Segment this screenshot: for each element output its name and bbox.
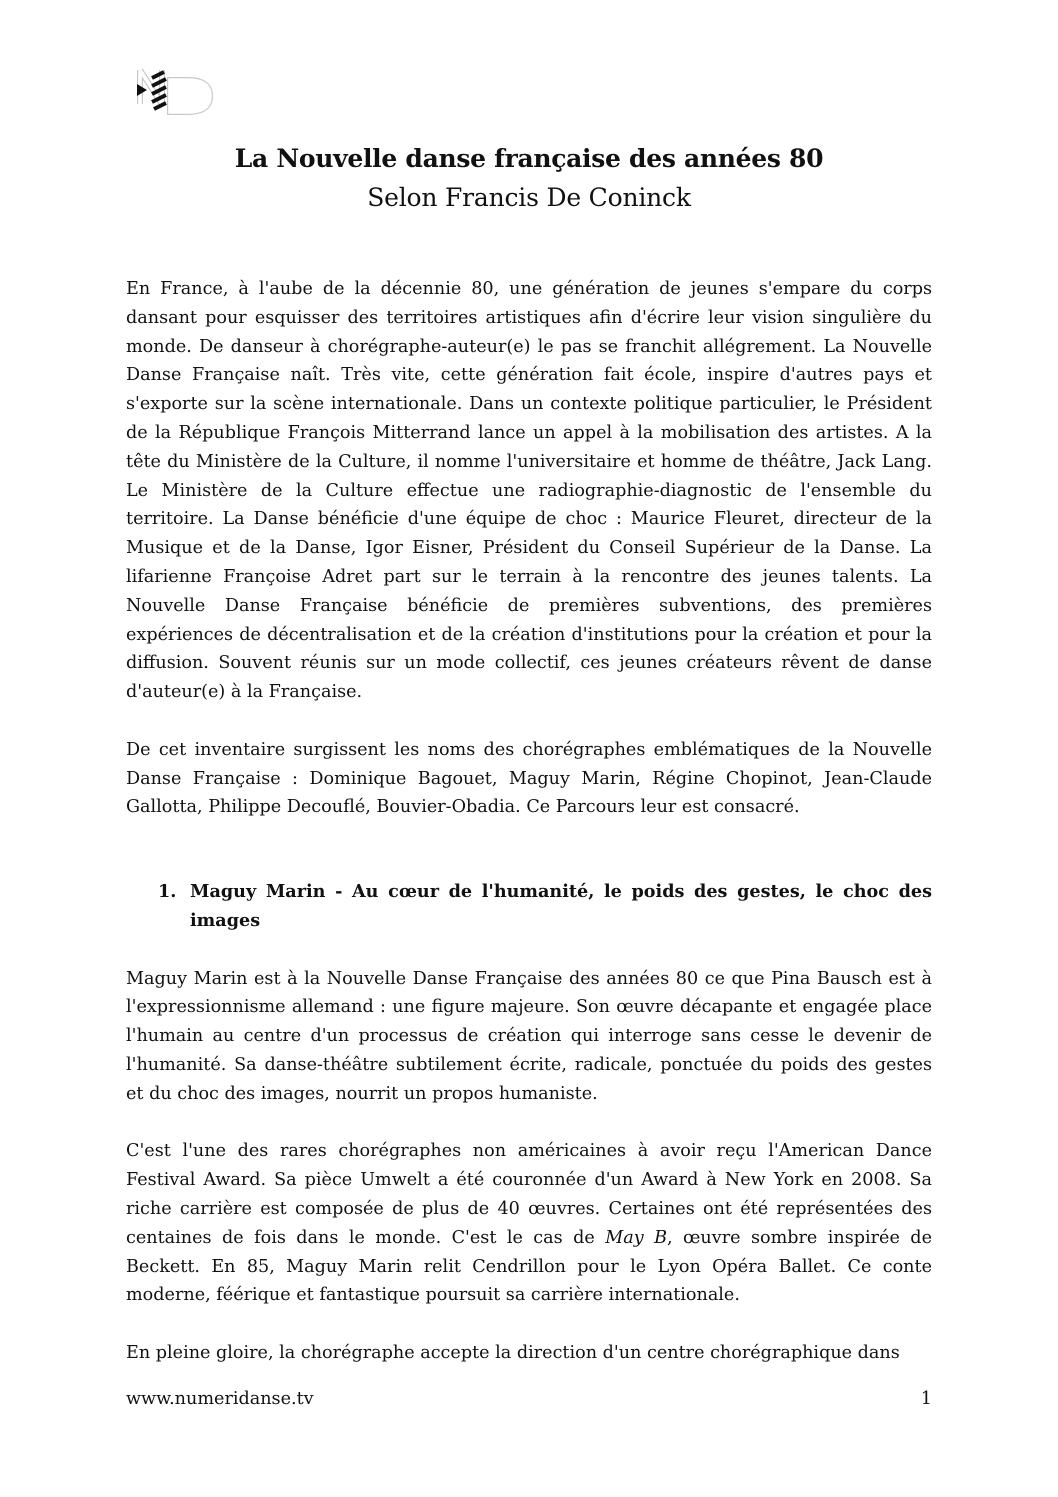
section-1-heading-text: Maguy Marin - Au cœur de l'humanité, le poids des gestes, le choc des images xyxy=(190,881,932,931)
section-1-number: 1. xyxy=(158,881,177,903)
section-1-paragraph-2-part-b: , œuvre sombre inspirée de Beckett. En 85, Maguy Marin relit Cendrillon pour le Lyon Opéra Ballet. Ce conte moderne, féérique et fantastique poursuit sa carrière internationale. xyxy=(126,1227,932,1306)
section-1-paragraph-3: En pleine gloire, la chorégraphe accepte la direction d'un centre chorégraphique dans xyxy=(126,1342,900,1363)
section-1-paragraph-1: Maguy Marin est à la Nouvelle Danse Française des années 80 ce que Pina Bausch est à l'expressionnisme allemand : une figure majeure. Son œuvre décapante et engagée place l'humain au centre d'un processus de création qui interroge sans cesse le devenir de l'humanité. Sa danse-théâtre subtilement écrite, radicale, ponctuée du poids des gestes et du choc des images, nourrit un propos humaniste. xyxy=(126,968,932,1104)
logo-mark-icon xyxy=(136,66,216,116)
page-footer xyxy=(126,1385,932,1413)
page-number: 1 xyxy=(920,1389,932,1409)
intro-paragraph-1: En France, à l'aube de la décennie 80, une génération de jeunes s'empare du corps dansant pour esquisser des territoires artistiques afin d'écrire leur vision singulière du monde. De danseur à chorégraphe-auteur(e) le pas se franchit allégrement. La Nouvelle Danse Française naît. Très vite, cette génération fait école, inspire d'autres pays et s'exporte sur la scène internationale. Dans un contexte politique particulier, le Président de la République François Mitterrand lance un appel à la mobilisation des artistes. A la tête du Ministère de la Culture, il nomme l'universitaire et homme de théâtre, Jack Lang. Le Ministère de la Culture effectue une radiographie-diagnostic de l'ensemble du territoire. La Danse bénéficie d'une équipe de choc : Maurice Fleuret, directeur de la Musique et de la Danse, Igor Eisner, Président du Conseil Supérieur de la Danse. La lifarienne Françoise Adret part sur le terrain à la rencontre des jeunes talents. La Nouvelle Danse Française bénéficie de premières subventions, des premières expériences de décentralisation et de la création d'institutions pour la création et pour la diffusion. Souvent réunis sur un mode collectif, ces jeunes créateurs rêvent de danse d'auteur(e) à la Française. xyxy=(126,279,932,703)
may-b-title: May B xyxy=(605,1227,668,1248)
section-1-paragraph-2-part-a: C'est l'une des rares chorégraphes non américaines à avoir reçu l'American Dance Festival Award. Sa pièce Umwelt a été couronnée d'un Award à New York en 2008. Sa riche carrière est composée de plus de 40 œuvres. Certaines ont été représentées des centaines de fois dans le monde. C'est le cas de xyxy=(126,1141,932,1248)
title-block xyxy=(126,142,932,215)
section-1-paragraph-2 xyxy=(126,1137,932,1310)
footer-url: www.numeridanse.tv xyxy=(126,1389,314,1409)
intro-paragraph-2: De cet inventaire surgissent les noms des chorégraphes emblématiques de la Nouvelle Danse Française : Dominique Bagouet, Maguy Marin, Régine Chopinot, Jean-Claude Gallotta, Philippe Decouflé, Bouvier-Obadia. Ce Parcours leur est consacré. xyxy=(126,739,932,818)
document-subtitle: Selon Francis De Coninck xyxy=(367,183,691,212)
document-body xyxy=(126,275,932,1368)
section-1-heading xyxy=(126,878,932,936)
document-title: La Nouvelle danse française des années 80 xyxy=(234,144,824,173)
numeridanse-logo xyxy=(136,66,216,116)
